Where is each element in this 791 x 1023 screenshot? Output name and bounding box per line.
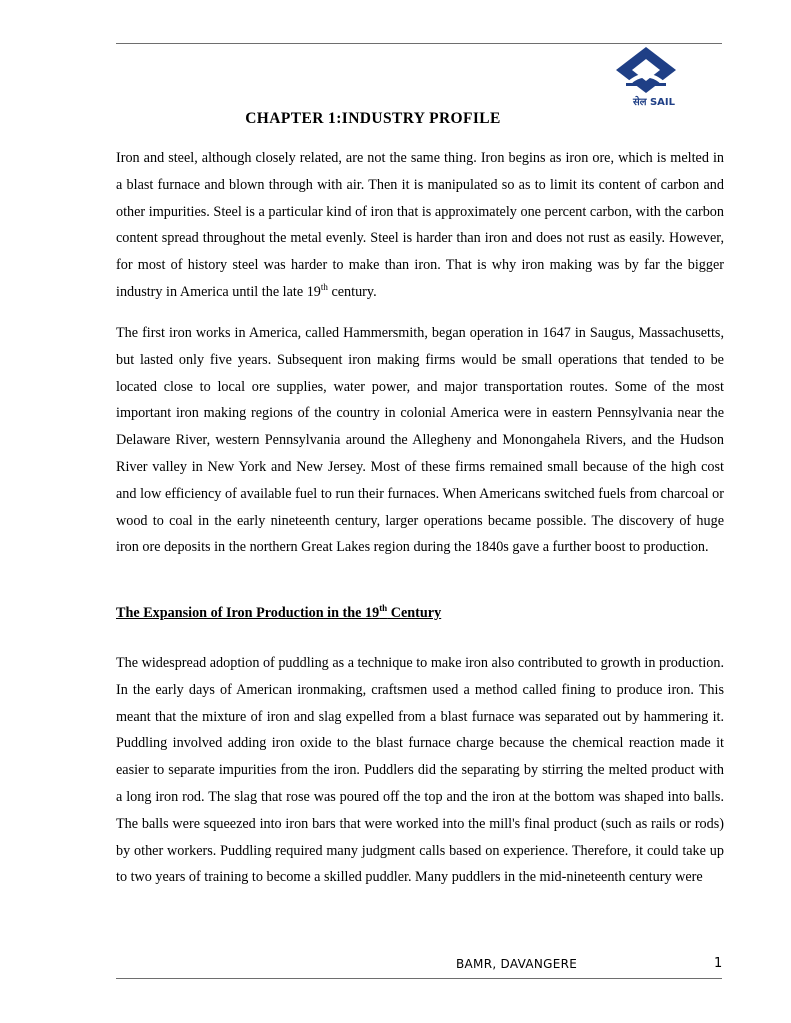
logo-text: सेल SAIL — [632, 97, 675, 108]
sail-logo — [611, 46, 681, 110]
sail-logo-icon — [611, 46, 681, 94]
heading-end: Century — [387, 605, 442, 621]
page-number: 1 — [714, 956, 723, 971]
paragraph-1 — [116, 145, 724, 306]
paragraph-2 — [116, 320, 724, 561]
paragraph-1-text: Iron and steel, although closely related, are not the same thing. Iron begins as iron ore, which is melted in a blast furnace and blown through with air. Then it is manipulated so as to limit its content of carbon and other impurities. Steel is a particular kind of iron that is approximately one percent carbon, with the carbon content spread throughout the metal evenly. Steel is harder than iron and does not rust as easily. However, for most of history steel was harder to make than iron. That is why iron making was by far the bigger industry in America until the late 19 — [116, 150, 724, 300]
paragraph-2-text: The first iron works in America, called Hammersmith, began operation in 1647 in Saugus, Massachusetts, but lasted only five years. Subsequent iron making firms would be small operations that tended to be located close to local ore supplies, water power, and major transportation routes. Some of the most important iron making regions of the country in colonial America were in eastern Pennsylvania near the Delaware River, western Pennsylvania around the Allegheny and Monongahela Rivers, and the Hudson River valley in New York and New Jersey. Most of these firms remained small because of the high cost and low efficiency of available fuel to run their furnaces. When Americans switched fuels from charcoal or wood to coal in the early nineteenth century, larger operations became possible. The discovery of huge iron ore deposits in the northern Great Lakes region during the 1840s gave a further boost to production. — [116, 325, 724, 556]
header-rule — [116, 43, 722, 44]
footer-rule — [116, 978, 722, 979]
heading-superscript: th — [379, 603, 388, 613]
paragraph-3-text: The widespread adoption of puddling as a technique to make iron also contributed to growth in production. In the early days of American ironmaking, craftsmen used a method called fining to produce iron. This meant that the mixture of iron and slag expelled from a blast furnace was separated out by hammering it. Puddling involved adding iron oxide to the blast furnace charge because the chemical reaction made it easier to separate impurities from the iron. Puddlers did the separating by stirring the melted product with a long iron rod. The slag that rose was poured off the top and the iron at the bottom was shaped into balls. The balls were squeezed into iron bars that were worked into the mill's final product (such as rails or rods) by other workers. Puddling required many judgment calls based on experience. Therefore, it could take up to two years of training to become a skilled puddler. Many puddlers in the mid-nineteenth century were — [116, 655, 724, 886]
paragraph-3 — [116, 650, 724, 891]
heading-text: The Expansion of Iron Production in the 19 — [116, 605, 380, 621]
paragraph-1-end: century. — [327, 283, 377, 300]
section-heading — [116, 605, 441, 622]
chapter-title: CHAPTER 1:INDUSTRY PROFILE — [245, 110, 501, 127]
footer-text: BAMR, DAVANGERE — [456, 957, 578, 971]
superscript: th — [320, 281, 328, 292]
